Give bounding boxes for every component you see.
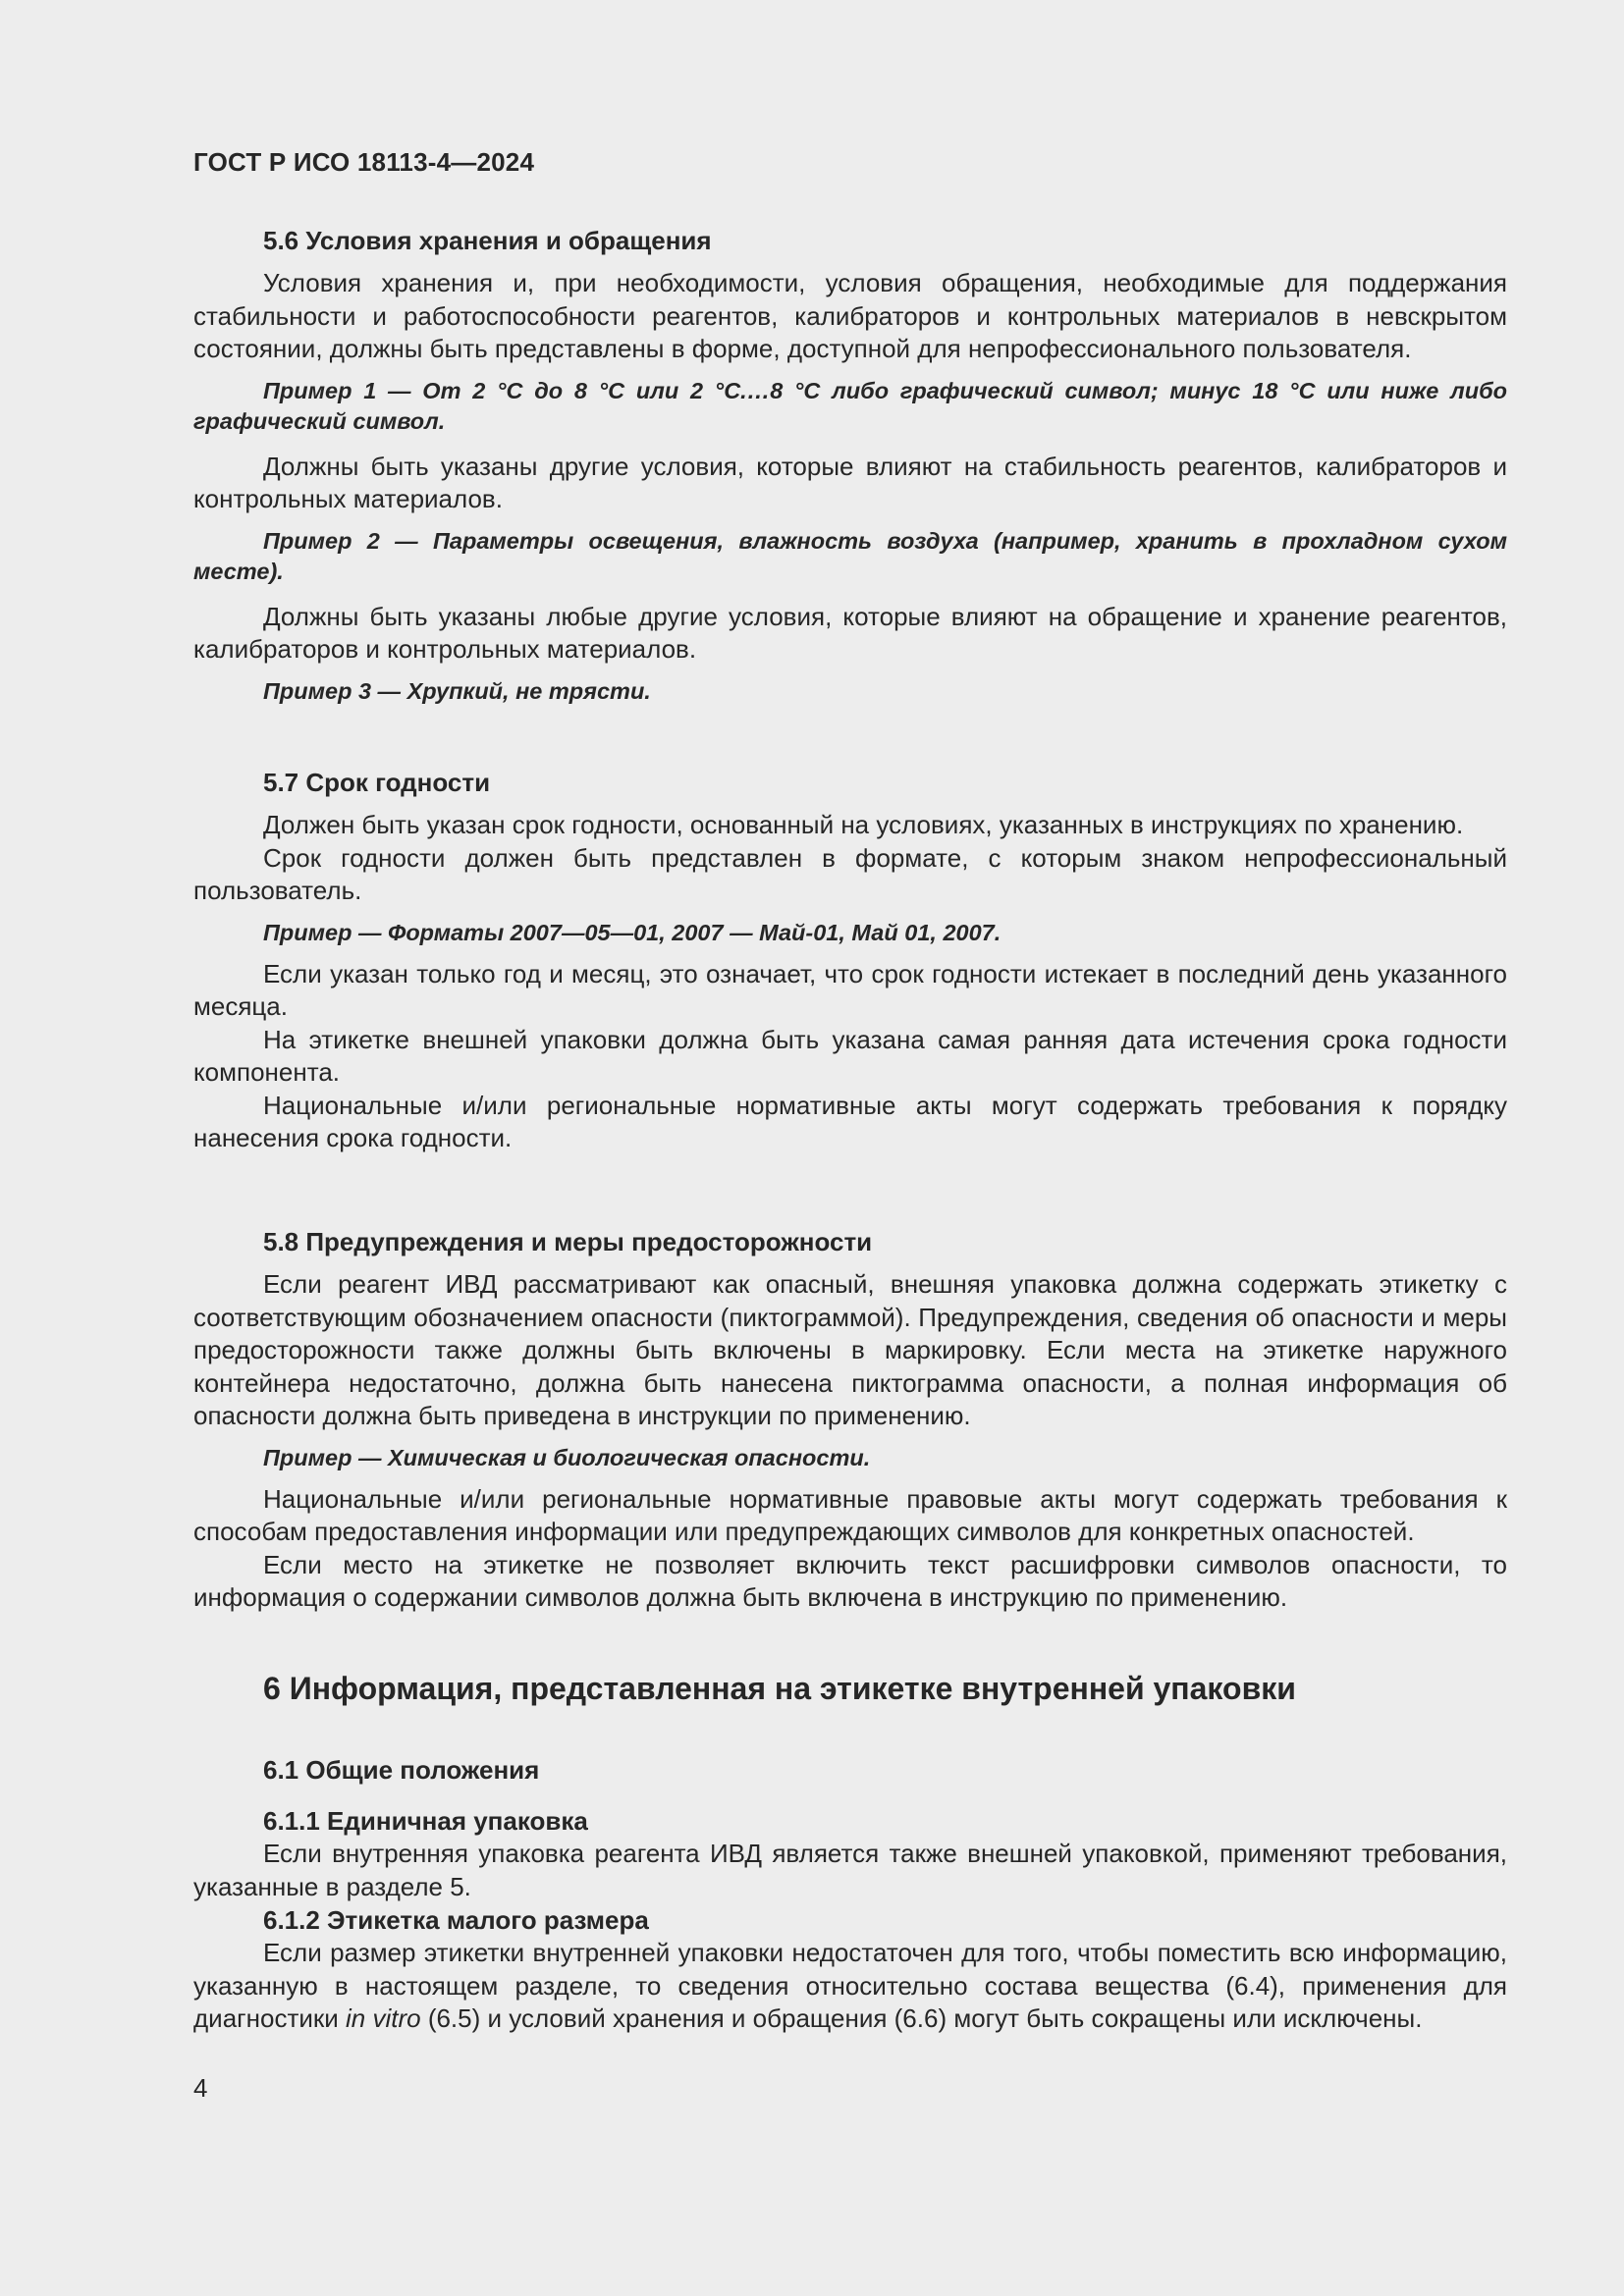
subsection-title: 6.1.2 Этикетка малого размера bbox=[263, 1905, 649, 1935]
section-title: 5.6 Условия хранения и обращения bbox=[263, 226, 712, 255]
paragraph: Если реагент ИВД рассматривают как опасный, внешняя упаковка должна содержать этикетку с соответствующим обозначением опасности (пиктограммой). Предупреждения, сведения об опасности и меры предосторожности также должны быть включены в маркировку. Если места на этикетке наружного контейнера недостаточно, должна быть нанесена пиктограмма опасности, а полная информация об опасности должна быть приведена в инструкции по применению. bbox=[193, 1269, 1507, 1430]
section-title: 6.1 Общие положения bbox=[263, 1755, 540, 1785]
example-note: Пример 1 — От 2 °С до 8 °С или 2 °С.…8 °С либо графический символ; минус 18 °С или ниже либо графический символ. bbox=[193, 377, 1507, 434]
chapter-title: 6 Информация, представленная на этикетке внутренней упаковки bbox=[263, 1671, 1296, 1706]
paragraph: Условия хранения и, при необходимости, условия обращения, необходимые для поддержания стабильности и работоспособности реагентов, калибраторов и контрольных материалов в невскрытом состоянии, должны быть представлены в форме, доступной для непрофессионального пользователя. bbox=[193, 268, 1507, 363]
paragraph: Национальные и/или региональные нормативные акты могут содержать требования к порядку нанесения срока годности. bbox=[193, 1090, 1507, 1152]
subsection-title: 6.1.1 Единичная упаковка bbox=[263, 1806, 588, 1836]
document-header: ГОСТ Р ИСО 18113-4—2024 bbox=[193, 147, 535, 177]
paragraph: Если место на этикетке не позволяет включить текст расшифровки символов опасности, то информация о содержании символов должна быть включена в инструкцию по применению. bbox=[193, 1549, 1507, 1612]
section-6-1 bbox=[193, 1753, 1507, 2036]
section-6 bbox=[193, 1669, 1507, 1708]
section-title: 5.8 Предупреждения и меры предосторожности bbox=[263, 1227, 873, 1256]
example-note: Пример 3 — Хрупкий, не трясти. bbox=[263, 677, 651, 704]
paragraph: Национальные и/или региональные нормативные правовые акты могут содержать требования к способам предоставления информации или предупреждающих символов для конкретных опасностей. bbox=[193, 1483, 1507, 1546]
paragraph-text: Если размер этикетки внутренней упаковки недостаточен для того, чтобы поместить всю информацию, указанную в настоящем разделе, то сведения относительно состава вещества (6.4), применения для диагностики bbox=[193, 1938, 1507, 2033]
example-note: Пример 2 — Параметры освещения, влажность воздуха (например, хранить в прохладном сухом месте). bbox=[193, 527, 1507, 584]
italic-term: in vitro bbox=[346, 2003, 421, 2033]
paragraph: Если указан только год и месяц, это означает, что срок годности истекает в последний день указанного месяца. bbox=[193, 958, 1507, 1021]
paragraph: Должны быть указаны любые другие условия, которые влияют на обращение и хранение реагентов, калибраторов и контрольных материалов. bbox=[193, 601, 1507, 664]
page-number: 4 bbox=[193, 2073, 208, 2103]
example-note: Пример — Форматы 2007—05—01, 2007 — Май-01, Май 01, 2007. bbox=[263, 919, 1001, 945]
section-5-7 bbox=[193, 766, 1507, 1155]
section-5-8 bbox=[193, 1225, 1507, 1615]
example-note: Пример — Химическая и биологическая опасности. bbox=[263, 1444, 871, 1470]
paragraph: Срок годности должен быть представлен в формате, с которым знаком непрофессиональный пользователь. bbox=[193, 842, 1507, 905]
section-5-6 bbox=[193, 224, 1507, 707]
paragraph-text: (6.5) и условий хранения и обращения (6.6) могут быть сокращены или исключены. bbox=[420, 2003, 1423, 2033]
paragraph: Должны быть указаны другие условия, которые влияют на стабильность реагентов, калибраторов и контрольных материалов. bbox=[193, 451, 1507, 513]
paragraph bbox=[193, 1937, 1507, 2036]
paragraph: Должен быть указан срок годности, основанный на условиях, указанных в инструкциях по хранению. bbox=[263, 810, 1464, 839]
section-title: 5.7 Срок годности bbox=[263, 768, 491, 797]
paragraph: Если внутренняя упаковка реагента ИВД является также внешней упаковкой, применяют требования, указанные в разделе 5. bbox=[193, 1839, 1507, 1901]
paragraph: На этикетке внешней упаковки должна быть указана самая ранняя дата истечения срока годности компонента. bbox=[193, 1024, 1507, 1087]
